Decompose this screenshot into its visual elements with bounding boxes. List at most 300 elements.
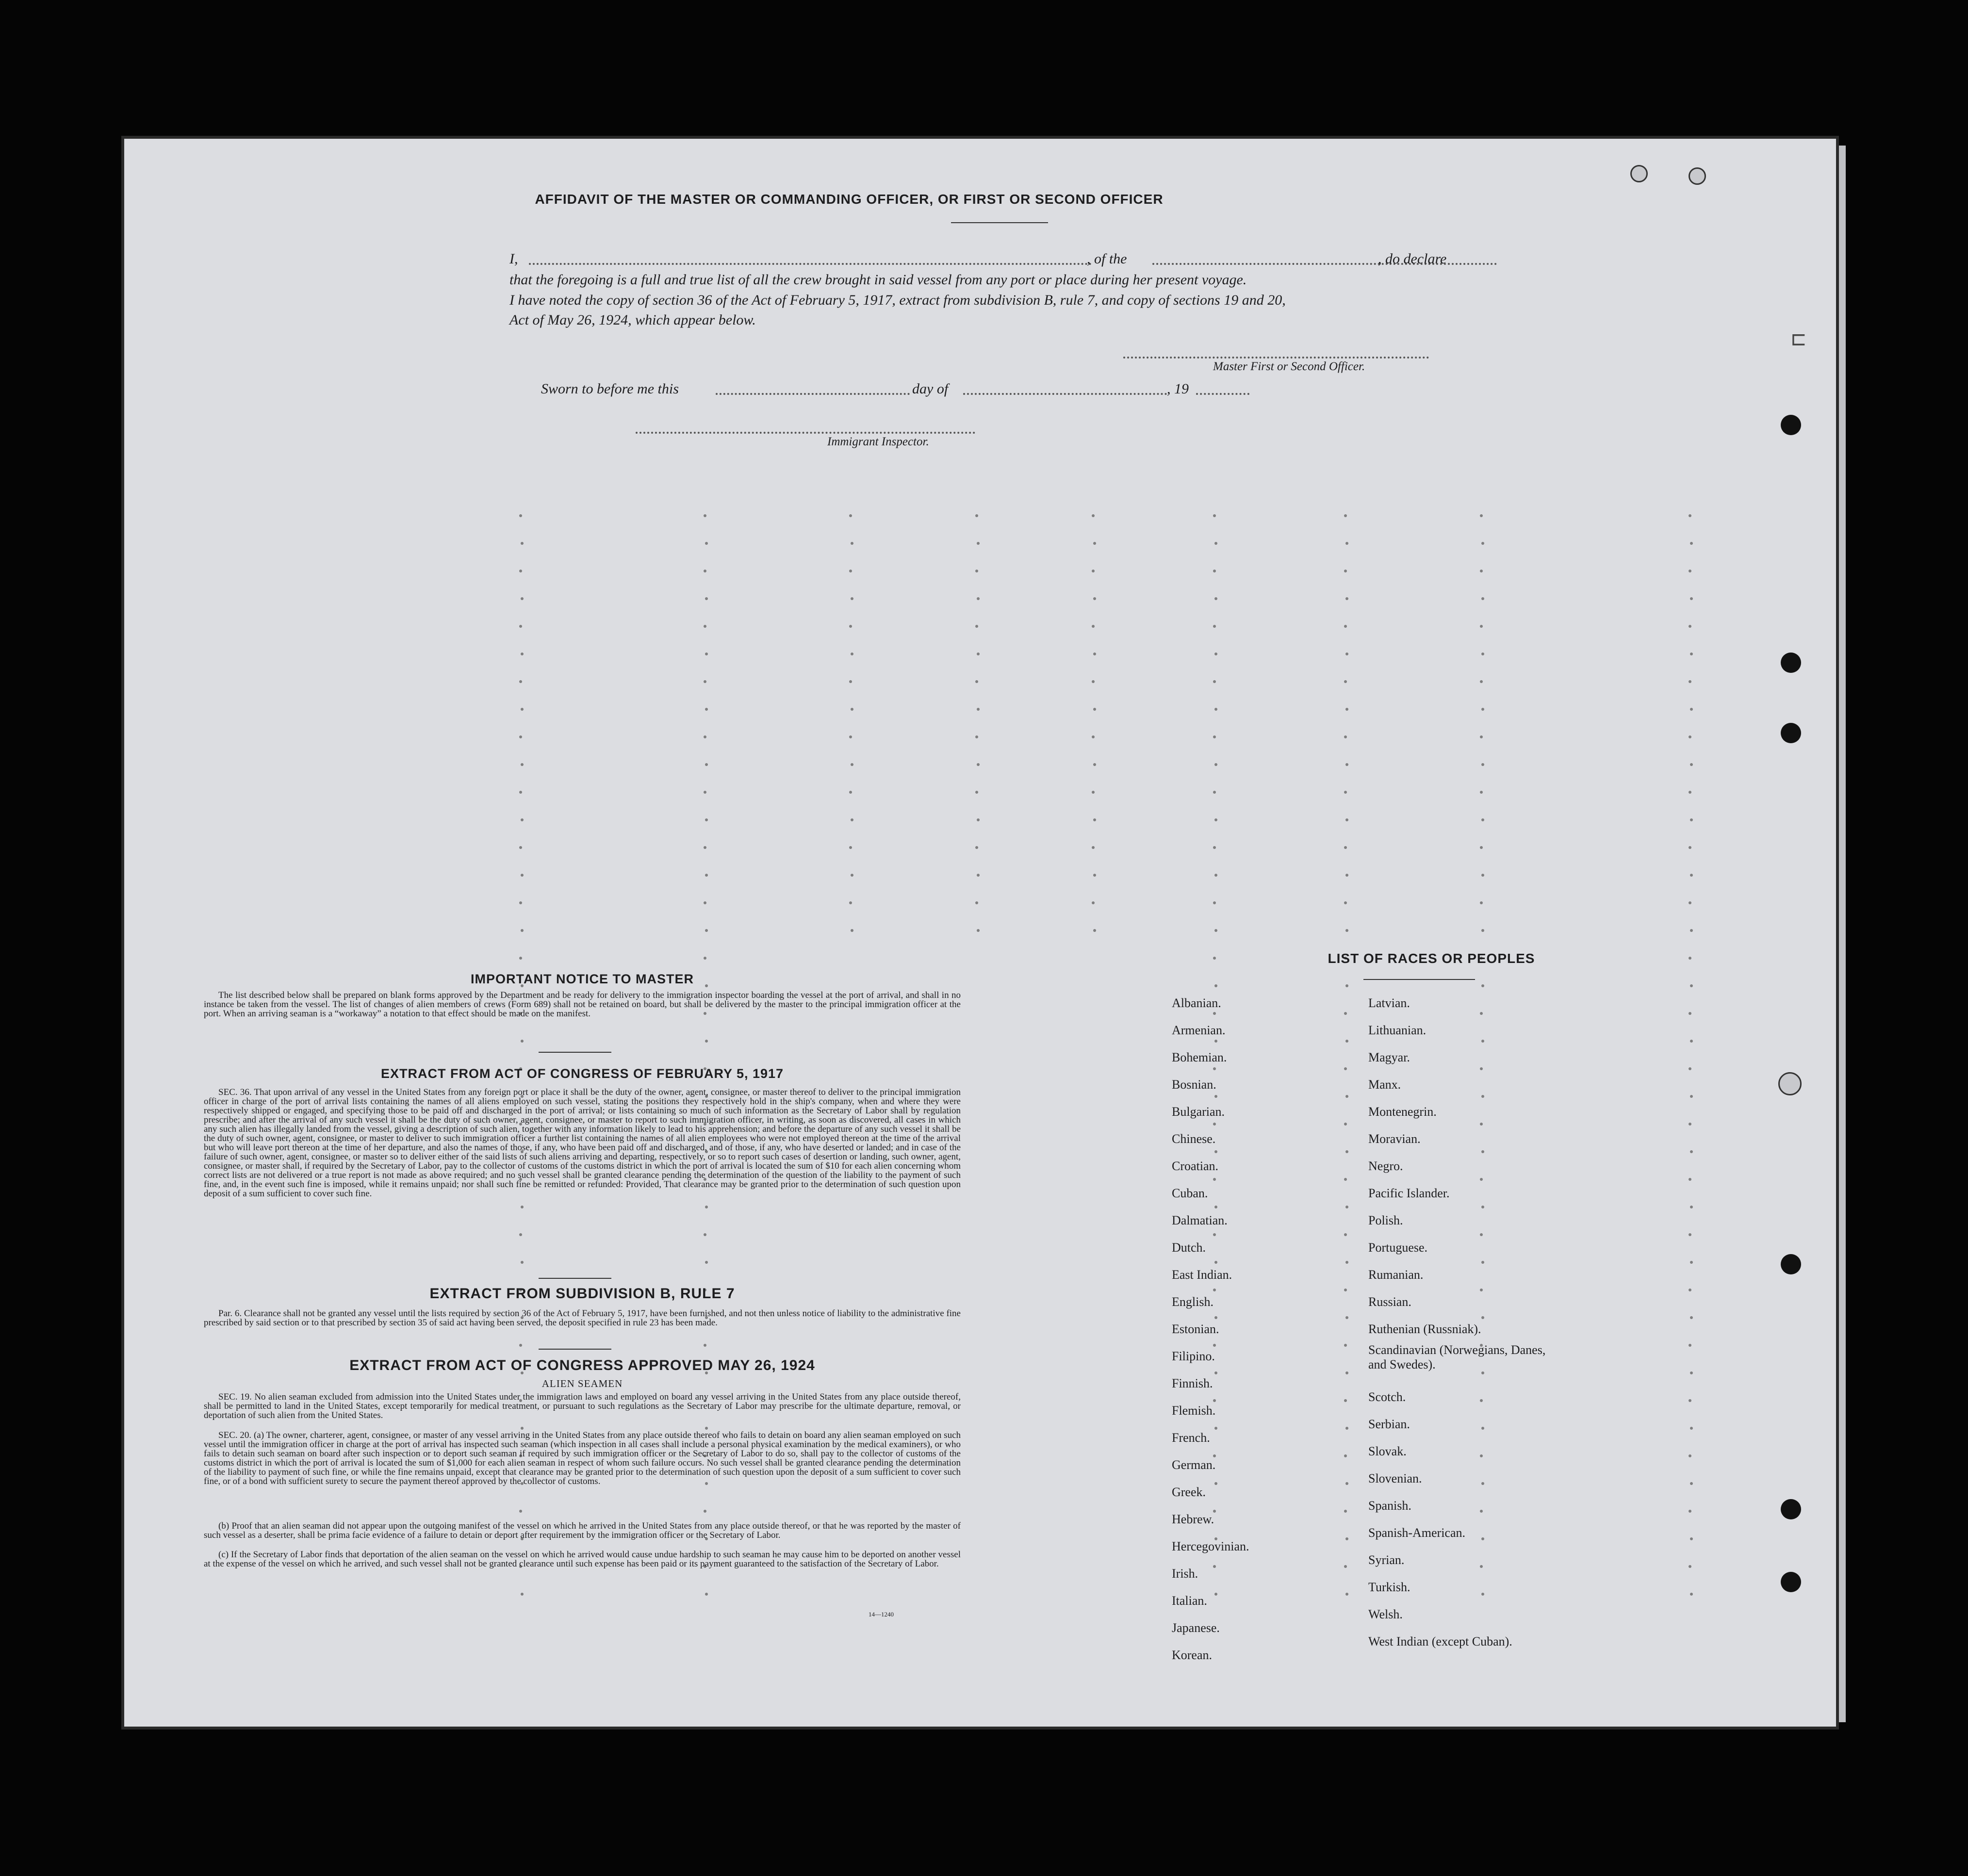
binder-hole — [1630, 165, 1648, 182]
race-item: Bulgarian. — [1172, 1105, 1225, 1119]
dot-leader — [849, 625, 852, 628]
dot-leader — [1345, 763, 1348, 766]
dot-leader — [849, 514, 852, 517]
dot-leader — [1689, 1510, 1691, 1513]
binder-hole — [1781, 1499, 1801, 1519]
day-of-label: day of — [912, 381, 949, 397]
divider-2 — [539, 1278, 611, 1279]
binder-hole — [1781, 723, 1801, 743]
affidavit-line-1: that the foregoing is a full and true list of all the crew brought in said vessel from any port or place during her present voyage. — [509, 272, 1247, 288]
dot-leader — [1345, 708, 1348, 711]
dot-leader — [1345, 1316, 1348, 1319]
race-item: Ruthenian (Russniak). — [1368, 1322, 1481, 1336]
affidavit-i: I, — [509, 251, 518, 267]
dot-leader — [1345, 1537, 1348, 1540]
dot-leader — [1689, 1178, 1691, 1181]
dot-leader — [1344, 570, 1347, 572]
dot-leader — [1092, 625, 1095, 628]
dot-leader — [1690, 1482, 1693, 1485]
dot-leader — [1213, 514, 1216, 517]
dot-leader — [1481, 653, 1484, 655]
sec20a-text: SEC. 20. (a) The owner, charterer, agent, consignee, or master of any vessel arriving in the United States from any place outside thereof who fails to detain on board any alien seaman employed on such vessel until the immigration officer in charge at the port of arrival has inspected such seaman (which inspection in all cases shall include a personal physical examination by the medical examiners), or who fails to detain such seaman on board after such inspection or to deport such seaman if required by such immigration officer or the Secretary of Labor to do so, shall pay to the collector of customs of the customs district in which the port of arrival is located the sum of $1,000 for each alien seaman in respect of whom such failure occurs. No such vessel shall be granted clearance pending the determination of the liability to payment of such fine, or while the fine remains unpaid, except that clearance may be granted prior to the determination of such question upon the deposit of a sum sufficient to cover such fine, or of a bond with sufficient surety to secure the payment thereof approved by the collector of customs. — [204, 1430, 961, 1486]
dot-leader — [1092, 735, 1095, 738]
dot-leader — [521, 763, 524, 766]
dot-leader — [1481, 929, 1484, 932]
dot-leader — [849, 735, 852, 738]
dot-leader — [1690, 818, 1693, 821]
dot-leader — [704, 846, 706, 849]
dot-leader — [705, 708, 708, 711]
sec19-text: SEC. 19. No alien seaman excluded from admission into the United States under the immigration laws and employed on board any vessel arriving in the United States from any place outside thereof, shall be permitted to land in the United States, except temporarily for medical treatment, or pursuant to such regulations as the Secretary of Labor may prescribe for the ultimate departure, removal, or deportation of such alien from the United States. — [204, 1392, 961, 1420]
race-item: Rumanian. — [1368, 1268, 1424, 1282]
dot-leader — [521, 818, 524, 821]
dot-leader — [1690, 653, 1693, 655]
dot-leader — [1690, 874, 1693, 877]
dot-leader — [519, 901, 522, 904]
dot-leader — [1213, 846, 1216, 849]
master-caption: Master First or Second Officer. — [1213, 360, 1365, 373]
dot-leader — [1480, 791, 1483, 794]
year-prefix: , 19 — [1167, 381, 1189, 397]
tab-mark: ⊏ — [1790, 328, 1807, 350]
race-item: French. — [1172, 1431, 1210, 1445]
dot-leader — [1689, 901, 1691, 904]
dot-leader — [1344, 791, 1347, 794]
divider-1 — [539, 1052, 611, 1053]
dot-leader — [1093, 874, 1096, 877]
dot-leader — [1092, 514, 1095, 517]
dot-leader — [1690, 1206, 1693, 1208]
dot-leader — [1345, 818, 1348, 821]
dot-leader — [1093, 929, 1096, 932]
race-item: Flemish. — [1172, 1403, 1216, 1418]
dot-leader — [1345, 1040, 1348, 1043]
sec20b-text: (b) Proof that an alien seaman did not appear upon the outgoing manifest of the vessel on which he arrived in the United States from any place outside thereof, or that he was reported by the master of such vessel as a deserter, shall be prima facie evidence of a failure to detain or deport after requirement by the immigration officer or the Secretary of Labor. — [204, 1521, 961, 1540]
dot-leader — [975, 570, 978, 572]
dot-leader — [1690, 542, 1693, 545]
dot-leader — [977, 929, 980, 932]
dot-leader — [851, 708, 853, 711]
race-item: Manx. — [1368, 1077, 1401, 1092]
dot-leader — [521, 874, 524, 877]
dot-leader — [1093, 708, 1096, 711]
dot-leader — [704, 791, 706, 794]
dot-leader — [1344, 1178, 1347, 1181]
dot-leader — [1345, 1371, 1348, 1374]
dot-leader — [1344, 1454, 1347, 1457]
dot-leader — [851, 542, 853, 545]
dot-leader — [1480, 901, 1483, 904]
dot-leader — [1689, 846, 1691, 849]
dot-leader — [1480, 846, 1483, 849]
race-item: Latvian. — [1368, 996, 1410, 1010]
dot-leader — [1480, 625, 1483, 628]
dot-leader — [851, 597, 853, 600]
dot-leader — [1344, 846, 1347, 849]
dot-leader — [1345, 1482, 1348, 1485]
dot-leader — [1690, 929, 1693, 932]
dot-leader — [1214, 929, 1217, 932]
dot-leader — [704, 1510, 706, 1513]
race-item: Bosnian. — [1172, 1077, 1216, 1092]
dot-leader — [1213, 791, 1216, 794]
races-heading: LIST OF RACES OR PEOPLES — [1328, 951, 1535, 966]
dot-leader — [521, 1261, 524, 1264]
dot-leader — [1690, 1040, 1693, 1043]
race-item: Armenian. — [1172, 1023, 1226, 1037]
sec20c-text: (c) If the Secretary of Labor finds that deportation of the alien seaman on the vessel on which he arrived would cause undue hardship to such seaman he may cause him to be deported on another vessel at the expense of the vessel on which he arrived, and such vessel shall not be granted clearance until such expense has been paid or its payment guaranteed to the satisfaction of the Secretary of Labor. — [204, 1550, 961, 1569]
dot-leader — [851, 653, 853, 655]
dot-leader — [704, 1344, 706, 1347]
dot-leader — [519, 735, 522, 738]
dot-leader — [1345, 542, 1348, 545]
dot-leader — [977, 874, 980, 877]
dot-leader — [704, 680, 706, 683]
dot-leader — [1344, 1565, 1347, 1568]
binder-hole — [1781, 653, 1801, 673]
dot-leader — [1689, 957, 1691, 960]
race-item: Scotch. — [1368, 1390, 1406, 1404]
dot-leader — [1344, 1067, 1347, 1070]
dot-leader — [1689, 1123, 1691, 1126]
races-column-1 — [1172, 990, 1249, 1669]
dot-leader — [519, 514, 522, 517]
dot-leader — [1344, 1399, 1347, 1402]
binder-hole — [1781, 1254, 1801, 1274]
dot-leader — [1689, 680, 1691, 683]
affidavit-line-3: Act of May 26, 1924, which appear below. — [509, 312, 756, 328]
dot-leader — [1689, 514, 1691, 517]
dot-leader — [1690, 1316, 1693, 1319]
dot-leader — [1690, 1371, 1693, 1374]
race-item: Hercegovinian. — [1172, 1539, 1249, 1553]
dot-leader — [705, 1206, 708, 1208]
race-item: West Indian (except Cuban). — [1368, 1634, 1512, 1648]
dot-leader — [1345, 1593, 1348, 1596]
dot-leader — [704, 735, 706, 738]
race-item: Japanese. — [1172, 1621, 1220, 1635]
dot-leader — [1480, 514, 1483, 517]
dot-leader — [1345, 653, 1348, 655]
race-item: Syrian. — [1368, 1553, 1405, 1567]
dot-leader — [849, 846, 852, 849]
dot-leader — [1690, 1095, 1693, 1098]
dot-leader — [977, 818, 980, 821]
race-item: Albanian. — [1172, 996, 1221, 1010]
dot-leader — [705, 597, 708, 600]
race-item: Pacific Islander. — [1368, 1186, 1450, 1200]
dot-leader — [521, 1040, 524, 1043]
race-item: Finnish. — [1172, 1376, 1213, 1390]
dot-leader — [1689, 1012, 1691, 1015]
extract-1924-heading: EXTRACT FROM ACT OF CONGRESS APPROVED MAY 26, 1924 — [349, 1357, 815, 1373]
alien-seamen-subheading: ALIEN SEAMEN — [541, 1378, 623, 1389]
dot-leader — [851, 874, 853, 877]
dot-leader — [705, 1427, 708, 1430]
race-item: Serbian. — [1368, 1417, 1410, 1431]
sworn-label: Sworn to before me this — [541, 381, 679, 397]
master-signature-line[interactable] — [1123, 357, 1429, 359]
dot-leader — [1689, 1454, 1691, 1457]
race-item: Dalmatian. — [1172, 1213, 1228, 1227]
dot-leader — [1345, 1150, 1348, 1153]
dot-leader — [975, 846, 978, 849]
race-item: Chinese. — [1172, 1132, 1216, 1146]
year-blank[interactable] — [1196, 393, 1249, 395]
race-item: Estonian. — [1172, 1322, 1219, 1336]
dot-leader — [1481, 818, 1484, 821]
dot-leader — [521, 708, 524, 711]
dot-leader — [1481, 984, 1484, 987]
dot-leader — [704, 625, 706, 628]
dot-leader — [1093, 597, 1096, 600]
affidavit-heading: AFFIDAVIT OF THE MASTER OR COMMANDING OFFICER, OR FIRST OR SECOND OFFICER — [535, 192, 1164, 207]
dot-leader — [1092, 901, 1095, 904]
dot-leader — [704, 570, 706, 572]
dot-leader — [1214, 874, 1217, 877]
dot-leader — [1344, 1289, 1347, 1291]
dot-leader — [519, 1233, 522, 1236]
dot-leader — [1690, 1427, 1693, 1430]
dot-leader — [1213, 735, 1216, 738]
dot-leader — [1689, 1565, 1691, 1568]
dot-leader — [704, 514, 706, 517]
dot-leader — [1481, 708, 1484, 711]
dot-leader — [1344, 1344, 1347, 1347]
dot-leader — [704, 901, 706, 904]
dot-leader — [1093, 763, 1096, 766]
dot-leader — [849, 680, 852, 683]
dot-leader — [1093, 653, 1096, 655]
dot-leader — [1690, 984, 1693, 987]
dot-leader — [519, 791, 522, 794]
dot-leader — [705, 929, 708, 932]
dot-leader — [705, 653, 708, 655]
dot-leader — [975, 735, 978, 738]
heading-divider — [951, 222, 1048, 223]
dot-leader — [705, 1040, 708, 1043]
dot-leader — [521, 653, 524, 655]
dot-leader — [1481, 542, 1484, 545]
dot-leader — [975, 514, 978, 517]
dot-leader — [704, 1233, 706, 1236]
race-item: Croatian. — [1172, 1159, 1219, 1173]
affidavit-line-2: I have noted the copy of section 36 of the Act of February 5, 1917, extract from subdivision B, rule 7, and copy of sections 19 and 20, — [509, 292, 1286, 308]
race-item: East Indian. — [1172, 1268, 1232, 1282]
dot-leader — [1092, 846, 1095, 849]
dot-leader — [1690, 1593, 1693, 1596]
dot-leader — [1689, 1067, 1691, 1070]
dot-leader — [975, 680, 978, 683]
dot-leader — [1689, 1233, 1691, 1236]
dot-leader — [519, 1510, 522, 1513]
dot-leader — [1344, 680, 1347, 683]
dot-leader — [1481, 597, 1484, 600]
dot-leader — [1344, 1233, 1347, 1236]
race-item: Scandinavian (Norwegians, Danes, and Swedes). — [1368, 1343, 1546, 1371]
dot-leader — [1092, 791, 1095, 794]
race-item: Slovak. — [1368, 1444, 1407, 1458]
dot-leader — [519, 1344, 522, 1347]
dot-leader — [1481, 763, 1484, 766]
dot-leader — [851, 763, 853, 766]
affidavit-do-declare: , do declare — [1378, 251, 1447, 267]
race-item: Bohemian. — [1172, 1050, 1227, 1064]
dot-leader — [1344, 625, 1347, 628]
race-item: Spanish. — [1368, 1499, 1411, 1513]
race-item: Filipino. — [1172, 1349, 1215, 1363]
dot-leader — [1690, 708, 1693, 711]
dot-leader — [1480, 680, 1483, 683]
dot-leader — [1344, 1012, 1347, 1015]
month-blank[interactable] — [963, 393, 1167, 395]
dot-leader — [1344, 735, 1347, 738]
dot-leader — [1689, 1289, 1691, 1291]
dot-leader — [1689, 735, 1691, 738]
extract-1917-heading: EXTRACT FROM ACT OF CONGRESS OF FEBRUARY 5, 1917 — [380, 1066, 784, 1081]
race-item: Spanish-American. — [1368, 1526, 1466, 1540]
race-item: Portuguese. — [1368, 1240, 1428, 1255]
dot-leader — [1689, 1399, 1691, 1402]
dot-leader — [1345, 1095, 1348, 1098]
dot-leader — [1213, 680, 1216, 683]
dot-leader — [1344, 1123, 1347, 1126]
race-item: Lithuanian. — [1368, 1023, 1427, 1037]
dot-leader — [1214, 597, 1217, 600]
document-page — [121, 136, 1839, 1729]
dot-leader — [1344, 514, 1347, 517]
dot-leader — [1690, 597, 1693, 600]
dot-leader — [975, 901, 978, 904]
dot-leader — [1093, 542, 1096, 545]
dot-leader — [1689, 1344, 1691, 1347]
dot-leader — [705, 763, 708, 766]
dot-leader — [1093, 818, 1096, 821]
dot-leader — [1092, 680, 1095, 683]
dot-leader — [975, 791, 978, 794]
dot-leader — [851, 818, 853, 821]
binder-hole — [1778, 1072, 1802, 1095]
dot-leader — [521, 929, 524, 932]
dot-leader — [1345, 1206, 1348, 1208]
dot-leader — [1690, 763, 1693, 766]
race-item: Welsh. — [1368, 1607, 1403, 1621]
dot-leader — [1690, 1150, 1693, 1153]
dot-leader — [977, 542, 980, 545]
race-item: Moravian. — [1368, 1132, 1421, 1146]
dot-leader — [705, 1593, 708, 1596]
dot-leader — [1214, 763, 1217, 766]
dot-leader — [1345, 1261, 1348, 1264]
rule7-heading: EXTRACT FROM SUBDIVISION B, RULE 7 — [429, 1286, 735, 1302]
dot-leader — [1213, 957, 1216, 960]
dot-leader — [1345, 984, 1348, 987]
dot-leader — [851, 929, 853, 932]
dot-leader — [1689, 791, 1691, 794]
notice-heading: IMPORTANT NOTICE TO MASTER — [471, 972, 694, 986]
race-item: Slovenian. — [1368, 1471, 1422, 1485]
dot-leader — [1690, 1261, 1693, 1264]
extract-1917-text: SEC. 36. That upon arrival of any vessel in the United States from any foreign port or place it shall be the duty of the owner, agent, consignee, or master thereof to deliver to the principal immigration officer in charge of the port of arrival lists containing the names of all aliens employed on such vessel, stating the positions they respectively hold in the ship's company, when and where they were respectively shipped or engaged, and specifying those to be paid off and discharged in the port of arrival; or lists containing so much of such information as the Secretary of Labor shall by regulation prescribe; and after the arrival of any such vessel it shall be the duty of such owner, agent, consignee, or master to report to such immigration officer, in writing, as soon as discovered, all cases in which any such alien has illegally landed from the vessel, giving a description of such alien, together with any information likely to lead to his apprehension; and before the departure of any such vessel it shall be the duty of such owner, agent, consignee, or master to deliver to such immigration officer a further list containing the names of all alien employees who were not employed thereon at the time of the arrival but who will leave port thereon at the time of her departure, and also the names of those, if any, who have been paid off and discharged, and of those, if any, who have deserted or landed; and in case of the failure of such owner, agent, consignee, or master so to deliver either of the said lists of such aliens arriving and departing, respectively, or so to report such cases of desertion or landing, such owner, agent, consignee, or master shall, if required by the Secretary of Labor, pay to the collector of customs of the customs district in which the port of arrival is located the sum of $10 for each alien concerning whom correct lists are not delivered or a true report is not made as above required; and no such vessel shall be granted clearance pending the determination of the question of the liability to the payment of such fine, and, in the event such fine is imposed, while it remains unpaid; nor shall such fine be remitted or refunded: Provided, That clearance may be granted prior to the determination of such question upon deposit of a sum sufficient to cover such fine. — [204, 1087, 961, 1199]
race-item: Polish. — [1368, 1213, 1403, 1227]
dot-leader — [1345, 874, 1348, 877]
dot-leader — [977, 653, 980, 655]
page-edge — [1839, 146, 1846, 1722]
race-item: Negro. — [1368, 1159, 1403, 1173]
dot-leader — [519, 680, 522, 683]
dot-leader — [975, 625, 978, 628]
dot-leader — [1214, 984, 1217, 987]
race-item: Dutch. — [1172, 1240, 1206, 1255]
dot-leader — [849, 791, 852, 794]
race-item: Turkish. — [1368, 1580, 1410, 1594]
dot-leader — [977, 708, 980, 711]
dot-leader — [521, 597, 524, 600]
dot-leader — [521, 542, 524, 545]
binder-hole — [1781, 415, 1801, 435]
races-divider — [1363, 979, 1475, 980]
inspector-caption: Immigrant Inspector. — [827, 435, 929, 448]
dot-leader — [849, 901, 852, 904]
race-item: Hebrew. — [1172, 1512, 1214, 1526]
dot-leader — [519, 625, 522, 628]
form-number: 14—1240 — [869, 1611, 894, 1618]
dot-leader — [1345, 1427, 1348, 1430]
dot-leader — [1690, 1537, 1693, 1540]
races-column-2 — [1368, 990, 1553, 1655]
dot-leader — [1689, 570, 1691, 572]
inspector-signature-line[interactable] — [636, 432, 975, 434]
dot-leader — [1345, 929, 1348, 932]
race-item: Korean. — [1172, 1648, 1213, 1662]
dot-leader — [1481, 874, 1484, 877]
race-item: Magyar. — [1368, 1050, 1410, 1064]
dot-leader — [1480, 735, 1483, 738]
dot-leader — [1214, 542, 1217, 545]
divider-3 — [539, 1349, 611, 1350]
affidavit-of-the: , of the — [1087, 251, 1127, 267]
race-item: Russian. — [1368, 1295, 1411, 1309]
sworn-day-blank[interactable] — [716, 393, 910, 395]
dot-leader — [977, 597, 980, 600]
dot-leader — [519, 570, 522, 572]
dot-leader — [1214, 708, 1217, 711]
dot-leader — [521, 1427, 524, 1430]
race-item: Montenegrin. — [1368, 1105, 1437, 1119]
dot-leader — [704, 957, 706, 960]
race-item: Italian. — [1172, 1594, 1207, 1608]
dot-leader — [849, 570, 852, 572]
dot-leader — [705, 874, 708, 877]
name-blank[interactable] — [529, 263, 1092, 265]
dot-leader — [521, 1206, 524, 1208]
race-item: Irish. — [1172, 1566, 1198, 1581]
race-item: English. — [1172, 1295, 1214, 1309]
dot-leader — [1689, 625, 1691, 628]
dot-leader — [1214, 818, 1217, 821]
dot-leader — [977, 763, 980, 766]
dot-leader — [705, 1261, 708, 1264]
dot-leader — [1213, 625, 1216, 628]
dot-leader — [1092, 570, 1095, 572]
dot-leader — [705, 818, 708, 821]
dot-leader — [1213, 570, 1216, 572]
race-item: Greek. — [1172, 1485, 1206, 1499]
dot-leader — [1344, 1510, 1347, 1513]
dot-leader — [1345, 597, 1348, 600]
notice-text: The list described below shall be prepared on blank forms approved by the Department and be ready for delivery to the immigration inspector boarding the vessel at the port of arrival, and shall in no instance be taken from the vessel. The list of changes of alien members of crews (Form 689) shall not be retained on board, but shall be delivered by the master to the principal immigration officer at the port. When an arriving seaman is a “workaway” a notation to that effect should be made on the manifest. — [204, 990, 961, 1019]
dot-leader — [705, 542, 708, 545]
